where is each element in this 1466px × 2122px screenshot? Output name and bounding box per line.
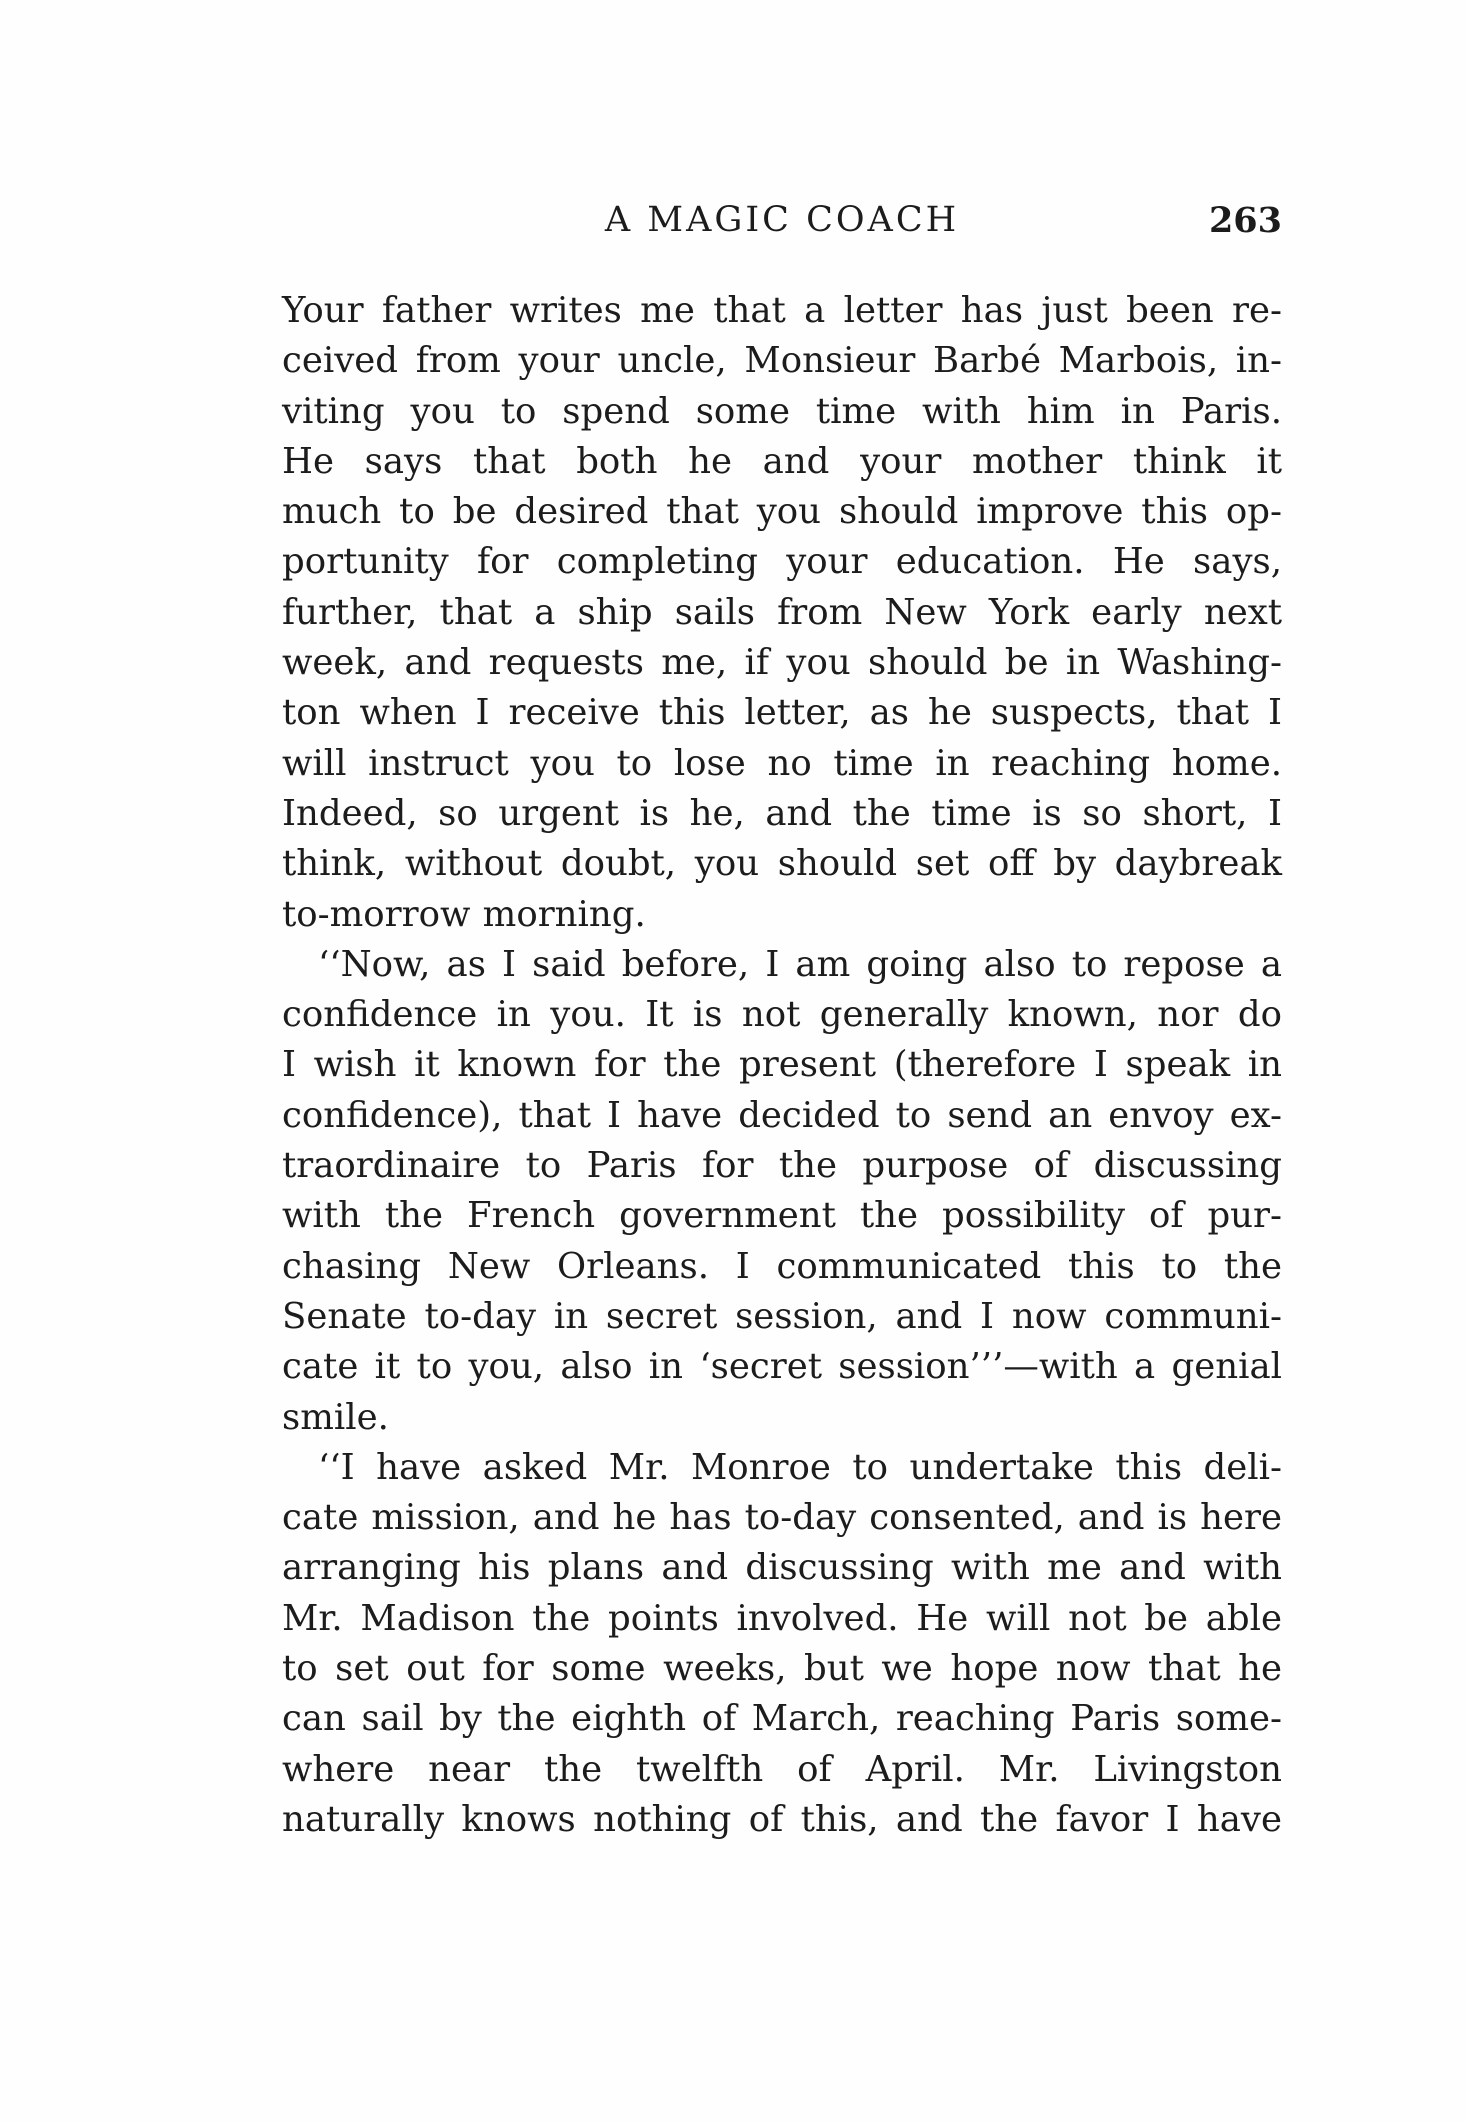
paragraph-start-line: ‘‘I have asked Mr. Monroe to undertake this deli- <box>318 1446 1282 1488</box>
text-line: will instruct you to lose no time in reaching home. <box>282 742 1282 784</box>
text-line: Your father writes me that a letter has just been re- <box>282 290 1282 331</box>
paragraph-end-line: to-morrow morning. <box>282 893 646 935</box>
text-line: I wish it known for the present (therefore I speak in <box>282 1044 1282 1086</box>
text-line: ton when I receive this letter, as he suspects, that I <box>282 692 1282 734</box>
text-line: to set out for some weeks, but we hope now that he <box>282 1648 1282 1690</box>
text-line: naturally knows nothing of this, and the favor I have <box>282 1798 1282 1840</box>
text-line: Senate to-day in secret session, and I now communi- <box>282 1295 1282 1337</box>
text-line: where near the twelfth of April. Mr. Livingston <box>282 1748 1282 1790</box>
text-line: confidence), that I have decided to send an envoy ex- <box>282 1094 1282 1136</box>
text-line: ceived from your uncle, Monsieur Barbé Marbois, in- <box>282 340 1282 382</box>
page-number: 263 <box>1208 200 1282 241</box>
text-line: further, that a ship sails from New York early next <box>282 591 1282 633</box>
text-line: Mr. Madison the points involved. He will not be able <box>282 1597 1282 1639</box>
text-line: much to be desired that you should improve this op- <box>282 491 1282 533</box>
text-line: traordinaire to Paris for the purpose of discussing <box>282 1145 1282 1187</box>
text-line: cate mission, and he has to-day consented, and is here <box>282 1497 1282 1539</box>
running-head <box>282 200 1282 250</box>
text-line: week, and requests me, if you should be in Washing- <box>282 642 1282 684</box>
text-line: think, without doubt, you should set off by daybreak <box>282 843 1282 885</box>
running-title: A MAGIC COACH <box>604 200 960 240</box>
text-line: Indeed, so urgent is he, and the time is so short, I <box>282 792 1282 834</box>
text-line: can sail by the eighth of March, reaching Paris some- <box>282 1698 1282 1740</box>
paragraph-end-line: smile. <box>282 1396 389 1438</box>
paragraph-start-line: ‘‘Now, as I said before, I am going also to repose a <box>318 943 1282 985</box>
text-line: with the French government the possibility of pur- <box>282 1195 1282 1237</box>
text-line: arranging his plans and discussing with me and with <box>282 1547 1282 1589</box>
text-line: viting you to spend some time with him in Paris. <box>282 390 1282 432</box>
text-line: He says that both he and your mother think it <box>282 440 1282 482</box>
text-line: chasing New Orleans. I communicated this to the <box>282 1245 1282 1287</box>
text-line: portunity for completing your education. He says, <box>282 541 1282 583</box>
text-line: confidence in you. It is not generally known, nor do <box>282 994 1282 1036</box>
body-text <box>282 286 1282 1845</box>
text-line: cate it to you, also in ‘secret session’’’—with a genial <box>282 1346 1282 1388</box>
